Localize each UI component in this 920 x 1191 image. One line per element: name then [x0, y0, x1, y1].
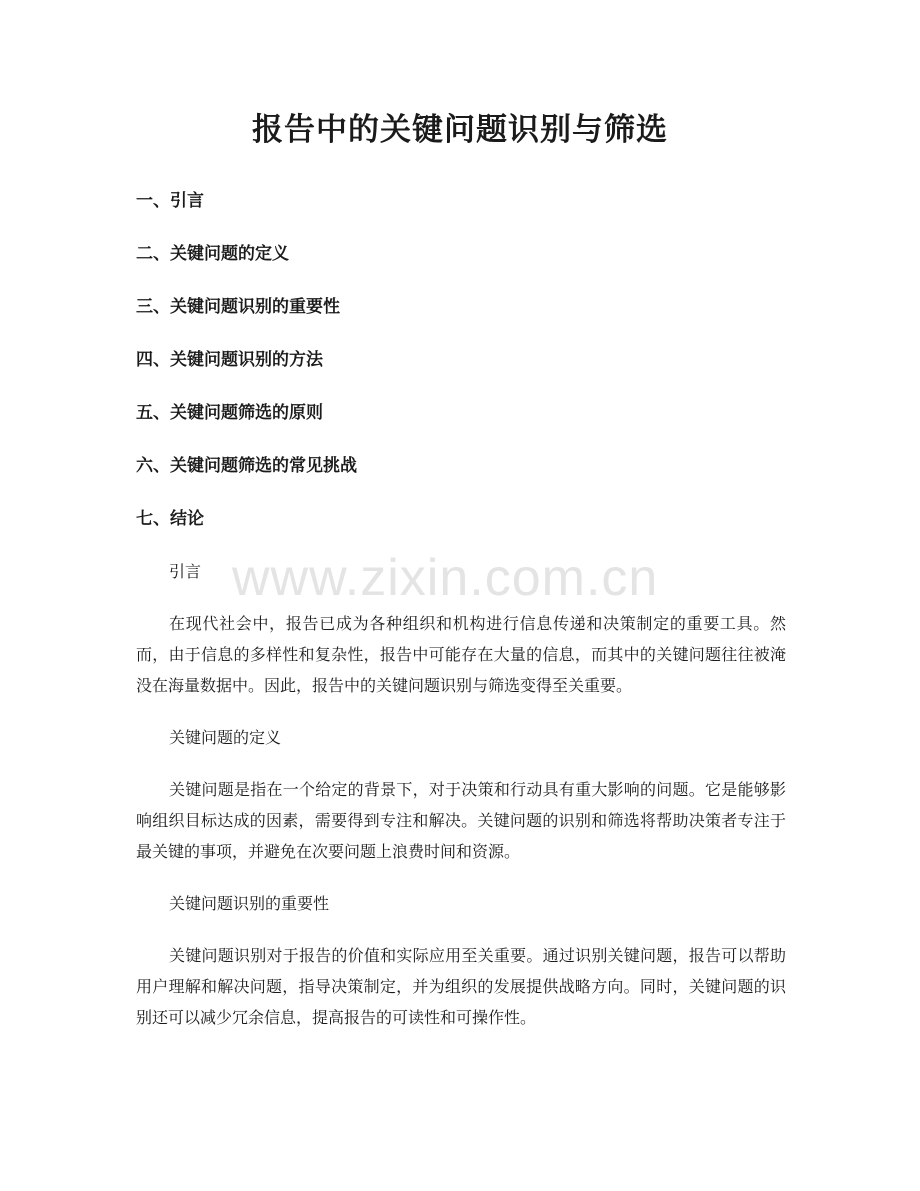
section-paragraph: 在现代社会中，报告已成为各种组织和机构进行信息传递和决策制定的重要工具。然而，由于信息的多样性和复杂性，报告中可能存在大量的信息，而其中的关键问题往往被淹没在海量数据中。因此，报告中的关键问题识别与筛选变得至关重要。 — [136, 614, 786, 695]
watermark: www.zixin.com.cn — [232, 549, 659, 607]
section-heading: 关键问题的定义 — [169, 728, 282, 747]
toc-item: 四、关键问题识别的方法 — [136, 350, 323, 370]
toc-item: 六、关键问题筛选的常见挑战 — [136, 456, 357, 476]
toc-item: 一、引言 — [136, 191, 204, 211]
toc-item: 七、结论 — [136, 509, 204, 529]
section-paragraph: 关键问题是指在一个给定的背景下，对于决策和行动具有重大影响的问题。它是能够影响组织目标达成的因素，需要得到专注和解决。关键问题的识别和筛选将帮助决策者专注于最关键的事项，并避免在次要问题上浪费时间和资源。 — [136, 780, 786, 861]
toc-item: 五、关键问题筛选的原则 — [136, 403, 323, 423]
document-body — [136, 556, 786, 1054]
section-heading: 引言 — [169, 562, 202, 581]
page-title: 报告中的关键问题识别与筛选 — [252, 112, 668, 148]
section-paragraph: 关键问题识别对于报告的价值和实际应用至关重要。通过识别关键问题，报告可以帮助用户理解和解决问题，指导决策制定，并为组织的发展提供战略方向。同时，关键问题的识别还可以减少冗余信息，提高报告的可读性和可操作性。 — [136, 946, 786, 1027]
table-of-contents — [136, 186, 357, 557]
section-heading: 关键问题识别的重要性 — [169, 894, 330, 913]
toc-item: 三、关键问题识别的重要性 — [136, 297, 340, 317]
toc-item: 二、关键问题的定义 — [136, 244, 289, 264]
